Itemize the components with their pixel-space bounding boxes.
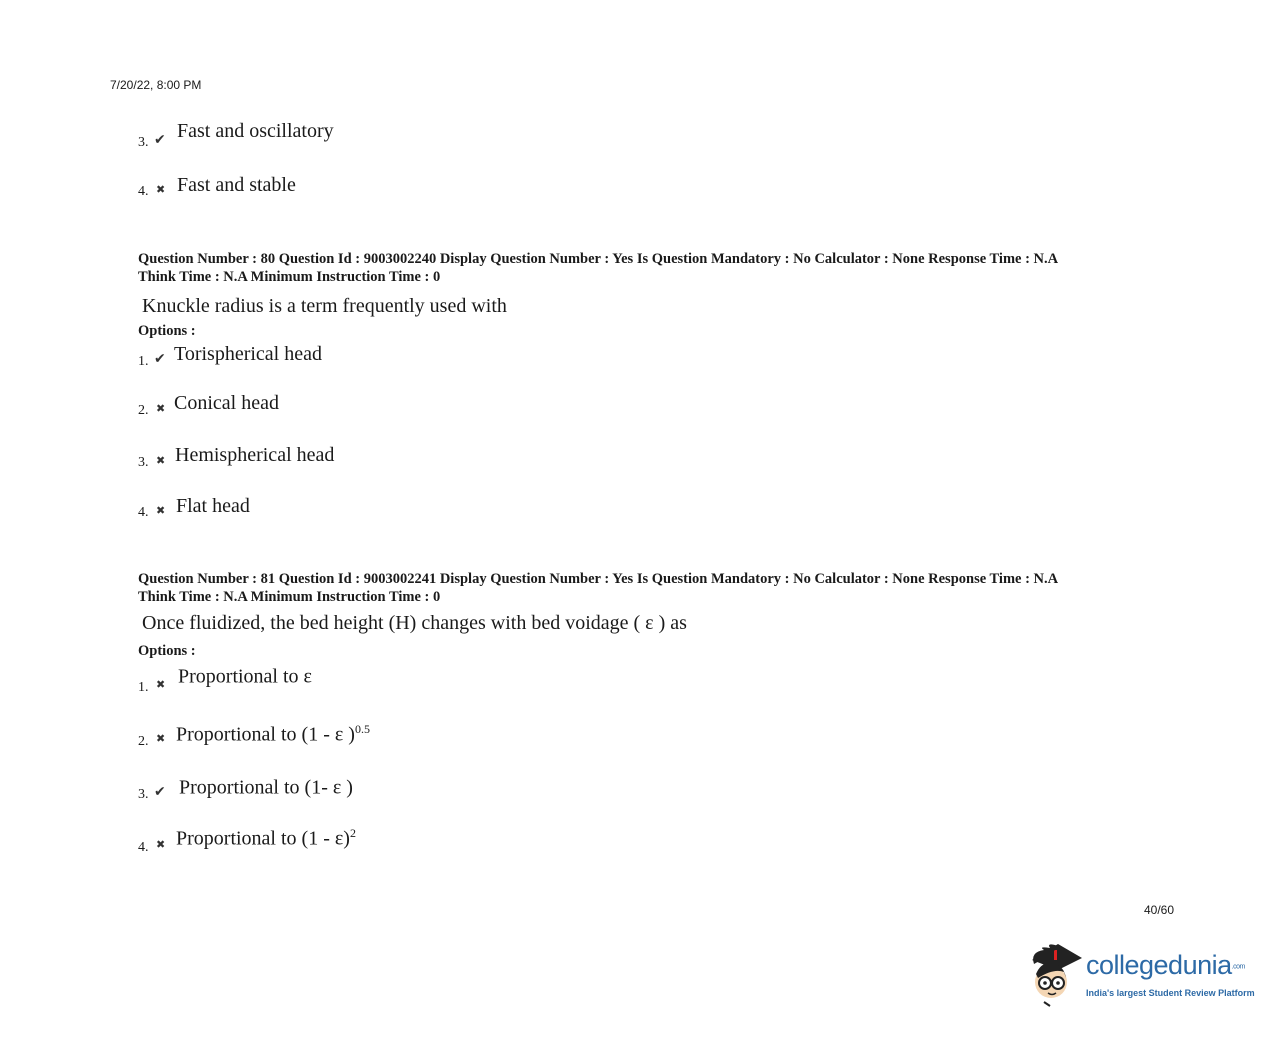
question-meta-line-1: Question Number : 80 Question Id : 9003002240 Display Question Number : Yes Is Question Mandatory : No Calculator : None Response Time : N.A [138, 251, 1059, 267]
option-text: Proportional to ε [178, 665, 312, 688]
option-text: Proportional to (1 - ε )$^{0.5}$ [176, 722, 370, 746]
print-timestamp: 7/20/22, 8:00 PM [110, 78, 202, 92]
option-number: 3. [138, 455, 149, 470]
wrong-cross-icon: ✖ [156, 183, 166, 196]
collegedunia-mascot-icon [1024, 938, 1086, 1008]
option-number: 1. [138, 680, 149, 695]
collegedunia-logo-text: collegedunia.com [1086, 950, 1245, 980]
option-number: 4. [138, 184, 149, 199]
option-text: Flat head [176, 495, 250, 517]
wrong-cross-icon: ✖ [156, 402, 166, 415]
question-text: Knuckle radius is a term frequently used with [142, 295, 507, 317]
options-label: Options : [138, 643, 196, 659]
option-text: Fast and oscillatory [177, 120, 334, 142]
option-text: Hemispherical head [175, 444, 335, 466]
option-text: Proportional to (1 - ε)$^2$ [176, 826, 356, 850]
wrong-cross-icon: ✖ [156, 454, 166, 467]
option-text: Torispherical head [174, 343, 322, 365]
option-number: 1. [138, 354, 149, 369]
option-number: 4. [138, 840, 149, 855]
wrong-cross-icon: ✖ [156, 504, 166, 517]
option-number: 4. [138, 505, 149, 520]
option-number: 2. [138, 403, 149, 418]
collegedunia-tagline: India's largest Student Review Platform [1086, 988, 1255, 998]
correct-check-icon: ✔ [154, 132, 166, 148]
option-number: 2. [138, 734, 149, 749]
wrong-cross-icon: ✖ [156, 838, 166, 851]
correct-check-icon: ✔ [154, 784, 166, 800]
options-label: Options : [138, 323, 196, 339]
question-meta-line-2: Think Time : N.A Minimum Instruction Time : 0 [138, 589, 441, 605]
option-number: 3. [138, 135, 149, 150]
option-number: 3. [138, 787, 149, 802]
option-text: Fast and stable [177, 174, 296, 196]
question-meta-line-1: Question Number : 81 Question Id : 9003002241 Display Question Number : Yes Is Question Mandatory : No Calculator : None Response Time : N.A [138, 571, 1059, 587]
wrong-cross-icon: ✖ [156, 732, 166, 745]
wrong-cross-icon: ✖ [156, 678, 166, 691]
page-number: 40/60 [1144, 903, 1175, 917]
question-meta-line-2: Think Time : N.A Minimum Instruction Time : 0 [138, 269, 441, 285]
option-text: Proportional to (1- ε ) [179, 776, 353, 799]
question-text: Once fluidized, the bed height (H) changes with bed voidage ( ε ) as [142, 612, 687, 634]
option-text: Conical head [174, 392, 279, 414]
correct-check-icon: ✔ [154, 351, 166, 367]
